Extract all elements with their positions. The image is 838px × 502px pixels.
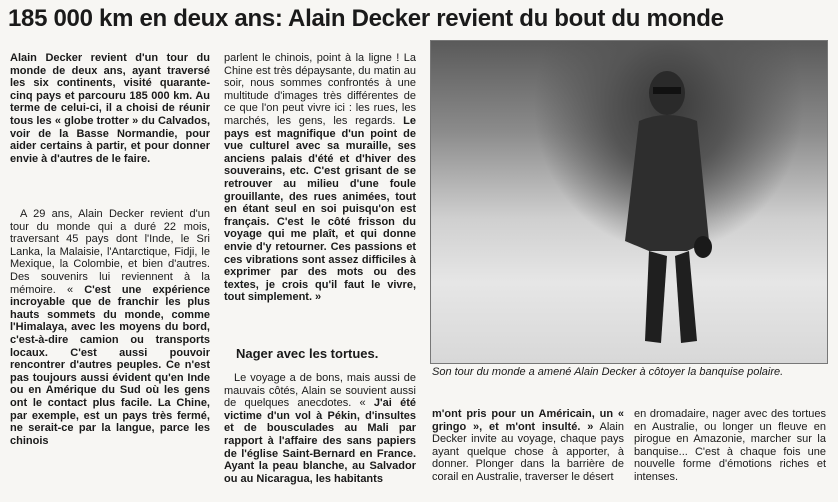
- col2b-paragraph: [224, 372, 416, 485]
- col4-plain-text: en dromadaire, nager avec des tortues en Australie, ou longer un fleuve en pirogue en Amazonie, marcher sur la banquise... C'est à chaque fois une nouvelle forme d'émotions riches et intenses.: [634, 408, 826, 483]
- col2b-plain-text: Le voyage a de bons, mais aussi de mauvais côtés, Alain se souvient aussi de quelques anecdotes. «: [224, 372, 416, 410]
- body-column-2b: [224, 372, 416, 485]
- col2-quote-text: Le pays est magnifique d'un point de vue culturel avec sa muraille, ses anciens palais d'été et d'hiver des souverains, etc. C'est grisant de se retrouver au milieu d'une foule grouillante, des rues animées, tout en étant seul en soi puisqu'on est français. C'est le côté frisson du voyage qui me plaît, et qui donne envie d'y retourner. Ces passions et ces vibrations sont assez difficiles à exprimer par des mots ou des textes, je crois qu'il faut le vivre, tout simplement. »: [224, 114, 416, 304]
- photo-caption: Son tour du monde a amené Alain Decker à côtoyer la banquise polaire.: [432, 366, 784, 378]
- subheading: Nager avec les tortues.: [236, 346, 379, 361]
- body-column-1: [10, 208, 210, 447]
- person-figure-icon: [609, 51, 719, 351]
- body1-quote-text: C'est une expérience incroyable que de franchir les plus hauts sommets du monde, comme l'Himalaya, avec les moyens du bord, c'est-à-dire camion ou transports locaux. C'est aussi pouvoir rencontrer d'autres peuples. Ce n'est pas toujours aussi évident qu'en Inde ou en Amérique du Sud où les gens ont le contact plus facile. La Chine, par exemple, est un pays très fermé, ne serait-ce par la langue, parce les chinois: [10, 283, 210, 447]
- body-paragraph-1: [10, 208, 210, 447]
- col3-quote-text: m'ont pris pour un Américain, un « gringo », et m'ont insulté. »: [432, 408, 624, 433]
- body-column-3: [432, 408, 624, 484]
- photo-polar-ice: [430, 40, 828, 364]
- col2b-quote-text: J'ai été victime d'un vol à Pékin, d'insultes et de bousculades au Mali par rapport à l'affaire des sans papiers de l'église Saint-Bernard en France. Ayant la peau blanche, au Salvador ou au Nicaragua, les habitants: [224, 397, 416, 485]
- col3-plain-text: Alain Decker invite au voyage, chaque pays ayant quelque chose à apporter, à donner. Plonger dans la barrière de corail en Australie, traverser le désert: [432, 420, 624, 483]
- body1-plain-text: A 29 ans, Alain Decker revient d'un tour du monde qui a duré 22 mois, traversant 45 pays dont l'Inde, le Sri Lanka, la Malaisie, l'Antarctique, Fidji, le Mexique, la Colombie, et bien d'autres. Des souvenirs lui reviennent à la mémoire. «: [10, 208, 210, 296]
- col2-plain-text: parlent le chinois, point à la ligne ! La Chine est très dépaysante, du matin au soir, nous sommes confrontés à une multitude d'images très différentes de ce que l'on peut vivre ici : les rues, les marchés, les gens, les regards.: [224, 52, 416, 127]
- body-column-2: [224, 52, 416, 304]
- body-column-4: [634, 408, 826, 484]
- lead-paragraph: Alain Decker revient d'un tour du monde de deux ans, ayant traversé les six continents, visité quarante-cinq pays et parcouru 185 000 km. Au terme de celui-ci, il a choisi de réunir tous les « globe trotter » du Calvados, voir de la Basse Normandie, pour aider certains à partir, et pour donner envie à d'autres de le faire.: [10, 52, 210, 165]
- headline: 185 000 km en deux ans: Alain Decker revient du bout du monde: [8, 5, 724, 32]
